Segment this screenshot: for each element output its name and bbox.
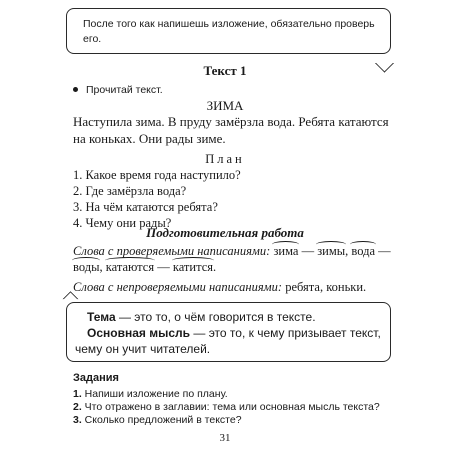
callout-tail <box>57 291 84 318</box>
word-katitsya: катится <box>172 260 214 274</box>
dash: — <box>298 244 318 258</box>
plan-item: 3. На чём катаются ребята? <box>73 200 218 214</box>
period: . <box>213 260 217 274</box>
word-zima: зима <box>273 244 299 258</box>
story-title: ЗИМА <box>206 98 244 113</box>
instruction-text: Прочитай текст. <box>86 84 163 96</box>
note-text <box>83 17 378 47</box>
plan-item: 1. Какое время года наступило? <box>73 168 241 182</box>
task-item <box>73 401 380 413</box>
word-katayutsya: катаются <box>105 260 155 274</box>
task-item <box>73 388 228 400</box>
page-number: 31 <box>219 432 231 444</box>
instruction-line <box>73 84 163 96</box>
definition-idea-cont: чему он учит читателей. <box>75 342 211 356</box>
definition-idea <box>87 326 381 340</box>
plan-title: План <box>205 152 245 166</box>
checked-label: Слова с проверяемыми написаниями: <box>73 244 271 258</box>
task-text: Сколько предложений в тексте? <box>81 414 242 426</box>
definition-theme <box>87 310 316 324</box>
note-callout <box>66 8 391 54</box>
dash: — <box>154 260 173 274</box>
task-num: 1. <box>73 388 82 400</box>
dash: — <box>375 244 391 258</box>
section-title: Текст 1 <box>203 63 247 78</box>
word-zimy: зимы <box>317 244 346 258</box>
bullet-icon <box>73 87 78 92</box>
plan-item: 2. Где замёрзла вода? <box>73 184 187 198</box>
idea-text: — это то, к чему призывает текст, <box>190 326 381 340</box>
tasks-title: Задания <box>73 372 119 384</box>
prep-title: Подготовительная работа <box>146 225 304 240</box>
comma: , <box>99 260 106 274</box>
theme-term: Тема <box>87 310 116 324</box>
note-line-2: его. <box>83 33 102 45</box>
task-text: Что отражено в заглавии: тема или основная мысль текста? <box>81 401 380 413</box>
task-text: Напиши изложение по плану. <box>81 388 228 400</box>
comma: , <box>345 244 352 258</box>
story-line-2: на коньках. Они рады зиме. <box>73 131 226 146</box>
word-voda: вода <box>351 244 375 258</box>
word-vody: воды <box>73 260 100 274</box>
unchecked-words-line <box>73 280 366 295</box>
checked-words-line-2 <box>73 260 216 275</box>
unchecked-label: Слова с непроверяемыми написаниями: <box>73 280 283 294</box>
task-num: 3. <box>73 414 82 426</box>
idea-term: Основная мысль <box>87 326 191 340</box>
note-line-1: После того как напишешь изложение, обязательно проверь <box>83 18 375 30</box>
definition-callout <box>66 302 391 362</box>
plan-item: 4. Чему они рады? <box>73 216 172 230</box>
task-num: 2. <box>73 401 82 413</box>
story-line-1: Наступила зима. В пруду замёрзла вода. Ребята катаются <box>73 114 389 129</box>
unchecked-words: ребята, коньки. <box>282 280 367 294</box>
theme-text: — это то, о чём говорится в тексте. <box>115 310 316 324</box>
task-item <box>73 414 242 426</box>
